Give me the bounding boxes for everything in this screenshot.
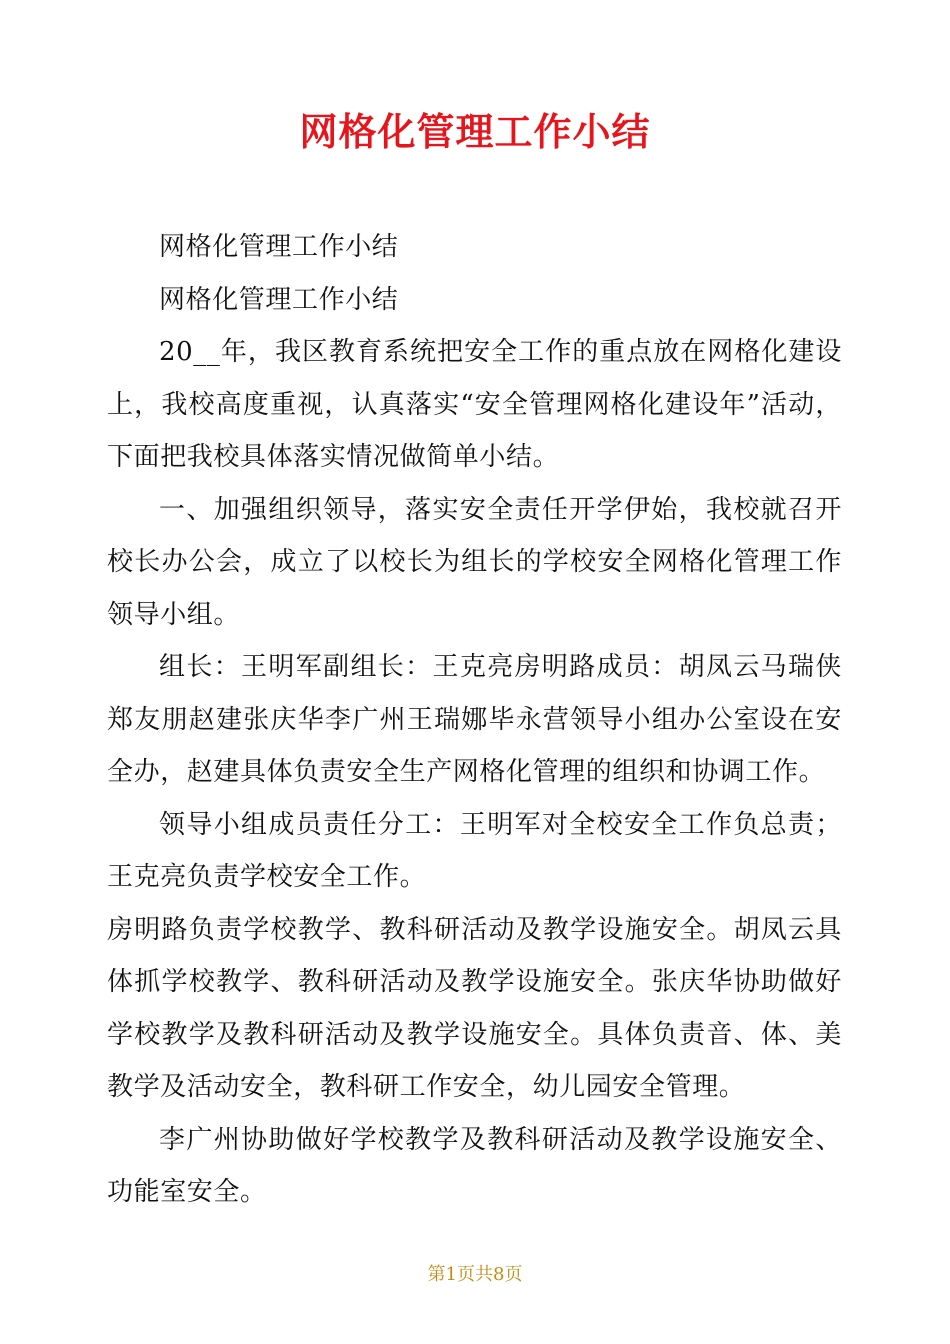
- paragraph-responsibilities: 领导小组成员责任分工：王明军对全校安全工作负总责；王克亮负责学校安全工作。: [107, 809, 842, 892]
- paragraph-function-room-safety: 李广州协助做好学校教学及教科研活动及教学设施安全、功能室安全。: [107, 1124, 842, 1207]
- paragraph-members: 组长：王明军副组长：王克亮房明路成员：胡凤云马瑞侠郑友朋赵建张庆华李广州王瑞娜毕永营领导小组办公室设在安全办，赵建具体负责安全生产网格化管理的组织和协调工作。: [107, 652, 842, 787]
- paragraph-intro: 20__年，我区教育系统把安全工作的重点放在网格化建设上，我校高度重视，认真落实“安全管理网格化建设年”活动，下面把我校具体落实情况做简单小结。: [107, 337, 842, 472]
- document-title: 网格化管理工作小结: [299, 110, 651, 154]
- paragraph-section-one: 一、加强组织领导，落实安全责任开学伊始，我校就召开校长办公会，成立了以校长为组长的学校安全网格化管理工作领导小组。: [107, 494, 842, 630]
- paragraph-heading-repeat-1: 网格化管理工作小结: [159, 232, 399, 262]
- paragraph-teaching-safety: 房明路负责学校教学、教科研活动及教学设施安全。胡凤云具体抓学校教学、教科研活动及教学设施安全。张庆华协助做好学校教学及教科研活动及教学设施安全。具体负责音、体、美教学及活动安全，教科研工作安全，幼儿园安全管理。: [107, 914, 842, 1102]
- paragraph-heading-repeat-2: 网格化管理工作小结: [159, 284, 399, 315]
- page-number-footer: 第1页共8页: [427, 1264, 523, 1285]
- document-body: [107, 221, 842, 1219]
